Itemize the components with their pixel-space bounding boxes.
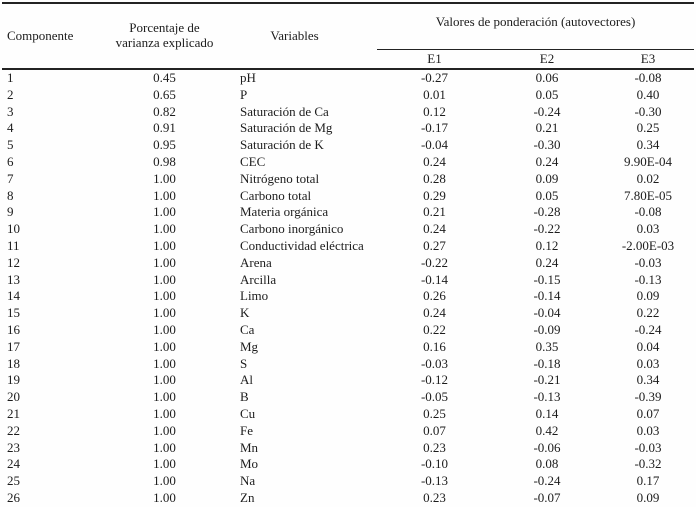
cell-variable: Carbono inorgánico <box>240 221 344 237</box>
cell-e3: 0.17 <box>636 473 660 489</box>
header-variables: Variables <box>270 27 319 43</box>
table-row <box>2 372 694 389</box>
cell-variable: Ca <box>240 321 255 337</box>
table-row <box>2 356 694 373</box>
cell-e1: 0.24 <box>423 153 446 169</box>
cell-e1: 0.28 <box>423 170 446 186</box>
cell-variable: Nitrógeno total <box>240 170 320 186</box>
cell-e2: 0.14 <box>535 405 559 421</box>
cell-e1: 0.23 <box>423 439 446 455</box>
cell-componente: 18 <box>7 355 20 371</box>
cell-e3: 0.34 <box>636 137 660 153</box>
cell-variable: Carbono total <box>240 187 312 203</box>
cell-e3: -0.39 <box>634 389 662 405</box>
cell-e1: -0.12 <box>420 372 449 388</box>
cell-componente: 16 <box>7 321 20 337</box>
table-row <box>2 137 694 154</box>
cell-e3: 0.04 <box>636 338 660 354</box>
table-row <box>2 272 694 289</box>
cell-variable: Limo <box>240 288 269 304</box>
cell-componente: 10 <box>7 221 20 237</box>
table-row <box>2 456 694 473</box>
cell-e3: 0.03 <box>636 355 660 371</box>
cell-e3: 0.09 <box>636 489 660 505</box>
cell-variable: Mg <box>240 338 259 354</box>
cell-e2: 0.09 <box>535 170 559 186</box>
cell-variable: Na <box>240 473 256 489</box>
cell-e1: 0.24 <box>423 305 446 321</box>
table-row <box>2 406 694 423</box>
cell-e1: 0.27 <box>423 237 446 253</box>
cell-e2: -0.24 <box>533 103 561 119</box>
cell-e2: -0.28 <box>533 204 561 220</box>
cell-e1: 0.21 <box>423 204 446 220</box>
cell-componente: 13 <box>7 271 20 287</box>
cell-e2: 0.21 <box>535 120 559 136</box>
cell-e2: -0.18 <box>533 355 561 371</box>
cell-componente: 20 <box>7 389 20 405</box>
cell-varianza: 1.00 <box>153 338 176 354</box>
table-row <box>2 490 694 507</box>
cell-varianza: 1.00 <box>153 305 176 321</box>
cell-componente: 19 <box>7 372 20 388</box>
cell-e3: -2.00E-03 <box>621 237 675 253</box>
cell-componente: 2 <box>7 86 14 102</box>
cell-e2: -0.30 <box>533 137 561 153</box>
cell-e2: 0.08 <box>535 456 559 472</box>
cell-variable: Arcilla <box>240 271 277 287</box>
cell-e1: 0.01 <box>423 86 446 102</box>
table-row <box>2 473 694 490</box>
cell-e1: 0.26 <box>423 288 446 304</box>
cell-componente: 24 <box>7 456 20 472</box>
cell-e1: 0.22 <box>423 321 446 337</box>
cell-e3: -0.30 <box>634 103 662 119</box>
cell-e2: -0.09 <box>533 321 561 337</box>
table-row <box>2 154 694 171</box>
cell-e2: -0.04 <box>533 305 561 321</box>
header-e3: E3 <box>640 50 656 66</box>
cell-e2: 0.24 <box>535 153 559 169</box>
cell-variable: Mo <box>240 456 259 472</box>
table-row <box>2 423 694 440</box>
cell-e1: 0.16 <box>423 338 446 354</box>
cell-componente: 26 <box>7 489 20 505</box>
cell-e3: 0.40 <box>636 86 660 102</box>
cell-varianza: 1.00 <box>153 372 176 388</box>
cell-variable: K <box>240 305 250 321</box>
cell-e2: -0.22 <box>533 221 561 237</box>
cell-componente: 6 <box>7 153 14 169</box>
table-row <box>2 238 694 255</box>
table-row <box>2 322 694 339</box>
header-ponderacion-group: Valores de ponderación (autovectores) <box>377 3 694 50</box>
cell-componente: 9 <box>7 204 14 220</box>
table-row <box>2 440 694 457</box>
cell-e3: -0.32 <box>634 456 662 472</box>
cell-e2: 0.35 <box>535 338 559 354</box>
cell-e3: -0.24 <box>634 321 662 337</box>
cell-e3: 0.34 <box>636 372 660 388</box>
cell-componente: 21 <box>7 405 20 421</box>
cell-e2: 0.05 <box>535 187 559 203</box>
cell-e3: 0.09 <box>636 288 660 304</box>
cell-varianza: 1.00 <box>153 489 176 505</box>
cell-e2: -0.13 <box>533 389 561 405</box>
cell-e1: 0.12 <box>423 103 446 119</box>
cell-variable: Saturación de K <box>240 137 324 153</box>
cell-e1: -0.10 <box>420 456 449 472</box>
header-e2: E2 <box>539 50 555 66</box>
cell-componente: 8 <box>7 187 14 203</box>
cell-e1: 0.25 <box>423 405 446 421</box>
cell-e3: -0.03 <box>634 254 662 270</box>
cell-e1: 0.29 <box>423 187 446 203</box>
cell-variable: Cu <box>240 405 256 421</box>
cell-variable: Al <box>240 372 253 388</box>
table-row <box>2 188 694 205</box>
cell-varianza: 1.00 <box>153 271 176 287</box>
cell-varianza: 1.00 <box>153 422 176 438</box>
cell-componente: 3 <box>7 103 14 119</box>
cell-e2: 0.24 <box>535 254 559 270</box>
cell-e1: -0.22 <box>420 254 449 270</box>
cell-e2: -0.24 <box>533 473 561 489</box>
cell-e3: 0.03 <box>636 221 660 237</box>
cell-variable: Saturación de Ca <box>240 103 329 119</box>
cell-e3: 9.90E-04 <box>623 153 673 169</box>
cell-varianza: 1.00 <box>153 204 176 220</box>
cell-e1: -0.04 <box>420 137 449 153</box>
cell-varianza: 1.00 <box>153 456 176 472</box>
cell-e3: 7.80E-05 <box>623 187 673 203</box>
table-row <box>2 305 694 322</box>
cell-e1: 0.24 <box>423 221 446 237</box>
header-componente: Componente <box>7 27 74 43</box>
cell-e1: -0.27 <box>420 70 449 85</box>
table-row <box>2 288 694 305</box>
table-row <box>2 339 694 356</box>
cell-e1: -0.13 <box>420 473 449 489</box>
cell-varianza: 1.00 <box>153 221 176 237</box>
cell-e2: 0.06 <box>535 70 559 85</box>
cell-e2: 0.12 <box>535 237 559 253</box>
cell-variable: Conductividad eléctrica <box>240 237 364 253</box>
table-row <box>2 104 694 121</box>
cell-e1: -0.14 <box>420 271 449 287</box>
cell-e2: -0.14 <box>533 288 561 304</box>
cell-variable: P <box>240 86 248 102</box>
cell-componente: 11 <box>7 237 20 253</box>
cell-varianza: 1.00 <box>153 389 176 405</box>
table-row <box>2 69 694 87</box>
table-row <box>2 204 694 221</box>
cell-e3: 0.02 <box>636 170 660 186</box>
cell-varianza: 1.00 <box>153 170 176 186</box>
pca-results-table <box>2 2 694 507</box>
table-row <box>2 120 694 137</box>
cell-e3: -0.08 <box>634 204 662 220</box>
table-row <box>2 87 694 104</box>
cell-e3: -0.13 <box>634 271 662 287</box>
cell-varianza: 1.00 <box>153 237 176 253</box>
cell-e3: 0.07 <box>636 405 660 421</box>
header-e1: E1 <box>427 50 442 66</box>
cell-variable: Materia orgánica <box>240 204 329 220</box>
cell-e2: 0.42 <box>535 422 559 438</box>
cell-componente: 15 <box>7 305 20 321</box>
cell-componente: 22 <box>7 422 20 438</box>
table-body <box>2 69 694 507</box>
cell-componente: 4 <box>7 120 14 136</box>
cell-e3: 0.03 <box>636 422 660 438</box>
cell-varianza: 1.00 <box>153 288 176 304</box>
cell-variable: B <box>240 389 249 405</box>
cell-componente: 23 <box>7 439 20 455</box>
cell-e3: -0.08 <box>634 70 662 85</box>
cell-componente: 17 <box>7 338 20 354</box>
cell-variable: Mn <box>240 439 259 455</box>
cell-componente: 1 <box>7 70 14 85</box>
cell-variable: CEC <box>240 153 266 169</box>
cell-e2: -0.06 <box>533 439 561 455</box>
table-header <box>2 3 694 69</box>
cell-e2: 0.05 <box>535 86 559 102</box>
cell-varianza: 1.00 <box>153 405 176 421</box>
cell-e2: -0.21 <box>533 372 561 388</box>
header-varianza: Porcentaje de varianza explicado <box>115 20 214 50</box>
cell-varianza: 1.00 <box>153 355 176 371</box>
cell-variable: S <box>240 355 248 371</box>
cell-componente: 7 <box>7 170 14 186</box>
cell-varianza: 0.65 <box>153 86 176 102</box>
cell-e2: -0.15 <box>533 271 561 287</box>
table-row <box>2 255 694 272</box>
cell-e1: -0.17 <box>420 120 449 136</box>
cell-variable: Fe <box>240 422 253 438</box>
cell-varianza: 1.00 <box>153 187 176 203</box>
cell-e1: 0.07 <box>423 422 446 438</box>
cell-componente: 25 <box>7 473 20 489</box>
cell-componente: 12 <box>7 254 20 270</box>
table-row <box>2 171 694 188</box>
cell-componente: 5 <box>7 137 14 153</box>
cell-varianza: 1.00 <box>153 254 176 270</box>
cell-e1: -0.03 <box>420 355 449 371</box>
cell-componente: 14 <box>7 288 20 304</box>
cell-e1: 0.23 <box>423 489 446 505</box>
cell-variable: Arena <box>240 254 272 270</box>
cell-variable: pH <box>240 70 256 85</box>
cell-varianza: 0.91 <box>153 120 176 136</box>
cell-varianza: 0.45 <box>153 70 176 85</box>
cell-e3: 0.22 <box>636 305 660 321</box>
cell-variable: Zn <box>240 489 255 505</box>
cell-e1: -0.05 <box>420 389 449 405</box>
table-row <box>2 221 694 238</box>
cell-varianza: 0.82 <box>153 103 176 119</box>
cell-varianza: 1.00 <box>153 439 176 455</box>
cell-varianza: 1.00 <box>153 473 176 489</box>
cell-varianza: 1.00 <box>153 321 176 337</box>
cell-varianza: 0.95 <box>153 137 176 153</box>
table-row <box>2 389 694 406</box>
cell-e3: -0.03 <box>634 439 662 455</box>
cell-varianza: 0.98 <box>153 153 176 169</box>
cell-e2: -0.07 <box>533 489 561 505</box>
cell-variable: Saturación de Mg <box>240 120 333 136</box>
cell-e3: 0.25 <box>636 120 660 136</box>
